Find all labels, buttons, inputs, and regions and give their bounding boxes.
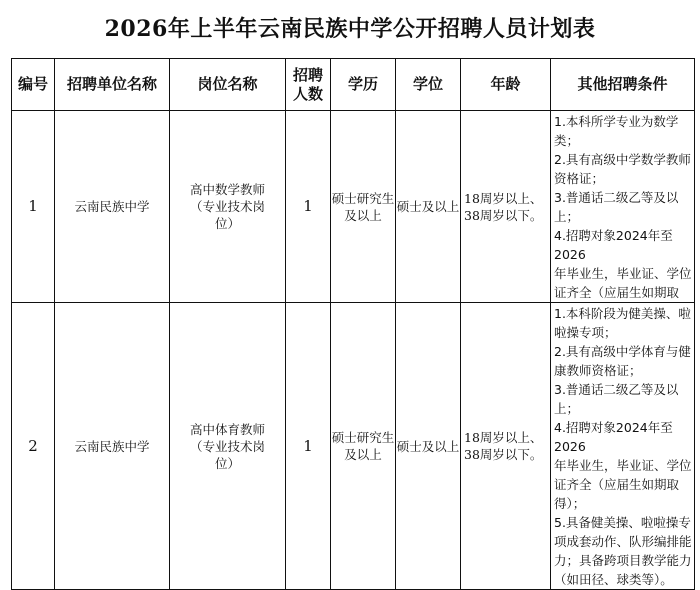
row-position-line2: （专业技术岗 — [189, 199, 265, 214]
row-position-line3: 位） — [214, 455, 240, 471]
row-age-line1: 18周岁以上、 — [464, 190, 543, 206]
table-row — [12, 111, 695, 303]
condition-line: 康教师资格证； — [554, 363, 642, 378]
condition-line: 4.招聘对象2024年至2026 — [554, 420, 673, 454]
row-education-line1: 硕士研究生 — [331, 190, 395, 206]
header-education: 学历 — [331, 59, 396, 111]
row-education-line2: 及以上 — [344, 447, 382, 462]
condition-line: （如田径、球类等）。 — [554, 572, 673, 587]
recruitment-plan-table — [11, 58, 695, 590]
condition-line: 3.普通话二级乙等及以 — [554, 382, 679, 397]
condition-line: 证齐全（应届生如期取 — [554, 477, 680, 492]
condition-line: 资格证； — [554, 171, 605, 186]
row-conditions — [551, 303, 695, 590]
row-age-line2: 38周岁以下。 — [464, 447, 543, 462]
page-title: 2026年上半年云南民族中学公开招聘人员计划表 — [104, 16, 596, 42]
row-position-line1: 高中体育教师 — [189, 421, 265, 437]
header-unit: 招聘单位名称 — [55, 59, 170, 111]
condition-line: 2.具有高级中学数学教师 — [554, 152, 691, 167]
row-no: 2 — [12, 303, 55, 590]
header-no: 编号 — [12, 59, 55, 111]
condition-line: 证齐全（应届生如期取 — [554, 285, 680, 300]
header-count-line2: 人数 — [292, 84, 323, 103]
row-count: 1 — [286, 303, 331, 590]
table-row — [12, 303, 695, 590]
row-position-line1: 高中数学教师 — [189, 182, 265, 197]
header-degree: 学位 — [396, 59, 461, 111]
row-unit: 云南民族中学 — [55, 111, 170, 303]
row-age — [461, 303, 551, 590]
row-unit: 云南民族中学 — [55, 303, 170, 590]
condition-line: 类； — [554, 133, 580, 148]
row-position — [170, 303, 286, 590]
condition-line: 上； — [554, 209, 580, 224]
header-position: 岗位名称 — [170, 59, 286, 111]
condition-line: 1.本科所学专业为数学 — [554, 114, 679, 129]
header-count — [286, 59, 331, 111]
row-education-line1: 硕士研究生 — [331, 430, 395, 445]
condition-line: 年毕业生，毕业证、学位 — [554, 458, 692, 473]
row-education — [331, 303, 396, 590]
row-no: 1 — [12, 111, 55, 303]
condition-line: 项成套动作、队形编排能 — [554, 534, 692, 549]
condition-line: 1.本科阶段为健美操、啦 — [554, 306, 691, 321]
row-age — [461, 111, 551, 303]
condition-line: 得）； — [554, 496, 586, 511]
header-row — [12, 59, 695, 111]
condition-line: 3.普通话二级乙等及以 — [554, 190, 679, 205]
row-conditions — [551, 111, 695, 303]
condition-line: 5.具备健美操、啦啦操专 — [554, 515, 691, 530]
condition-line: 2.具有高级中学体育与健 — [554, 344, 691, 359]
condition-line: 4.招聘对象2024年至2026 — [554, 228, 673, 262]
condition-line: 年毕业生，毕业证、学位 — [554, 266, 692, 281]
row-education-line2: 及以上 — [344, 207, 382, 223]
row-age-line2: 38周岁以下。 — [464, 207, 543, 223]
row-age-line1: 18周岁以上、 — [464, 430, 543, 445]
condition-line: 力；具备跨项目教学能力 — [554, 553, 692, 568]
row-count: 1 — [286, 111, 331, 303]
condition-line: 上； — [554, 401, 580, 416]
row-degree: 硕士及以上 — [396, 111, 461, 303]
header-count-line1: 招聘 — [292, 65, 323, 84]
condition-line: 啦操专项； — [554, 325, 617, 340]
row-position — [170, 111, 286, 303]
row-education — [331, 111, 396, 303]
header-conditions: 其他招聘条件 — [551, 59, 695, 111]
row-position-line3: 位） — [214, 216, 240, 231]
row-position-line2: （专业技术岗 — [189, 438, 265, 454]
header-age: 年龄 — [461, 59, 551, 111]
row-degree: 硕士及以上 — [396, 303, 461, 590]
